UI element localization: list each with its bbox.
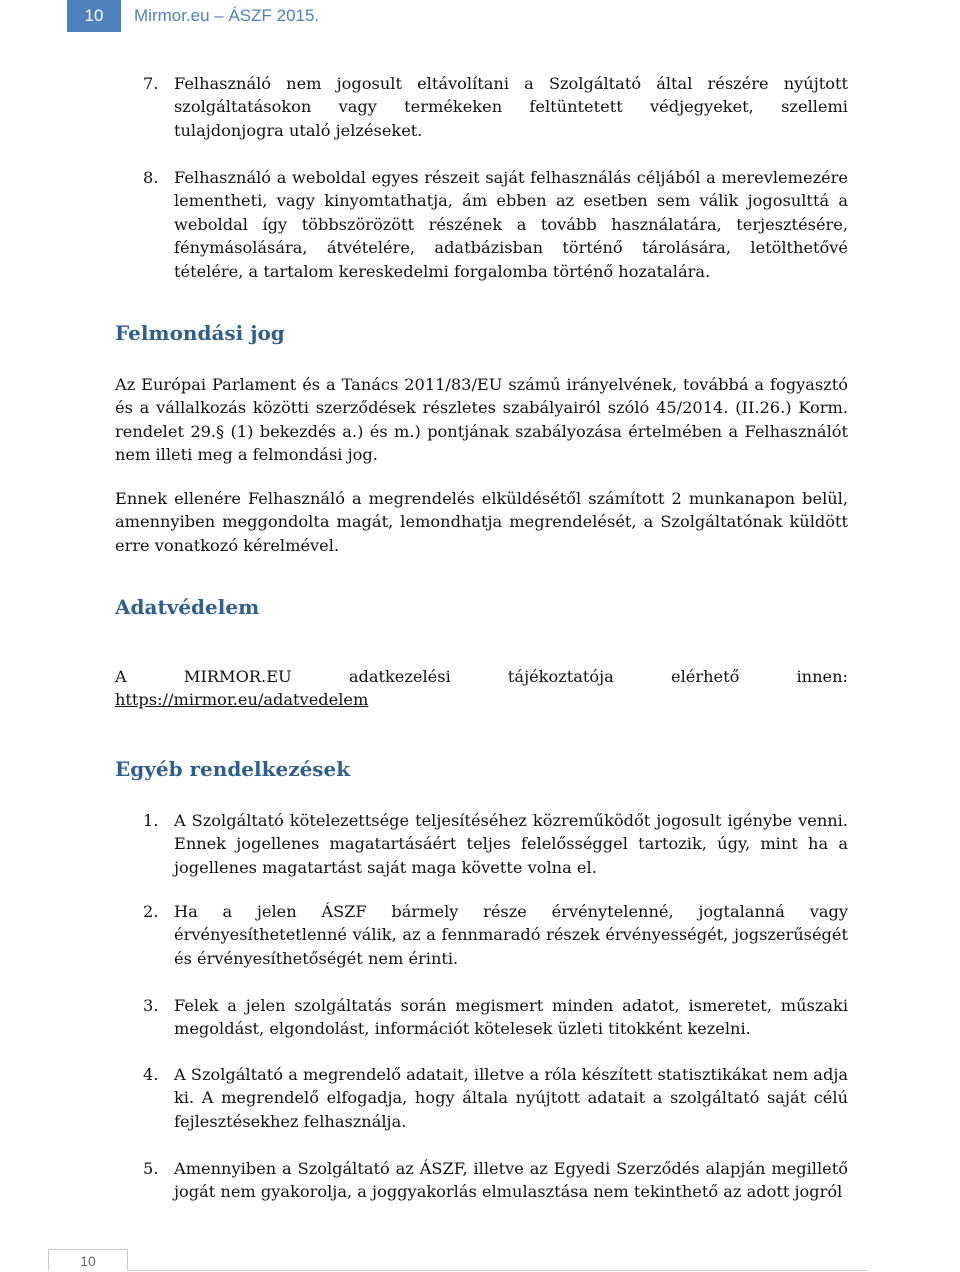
- list-item-text: Felhasználó nem jogosult eltávolítani a Szolgáltató által részére nyújtott szolgáltatásokon vagy termékeken feltüntetett védjegyeket, szellemi tulajdonjogra utaló jelzéseket.: [174, 74, 848, 140]
- list-item: [143, 1157, 848, 1204]
- footer-page-number: 10: [48, 1249, 128, 1271]
- list-item-number: 8.: [143, 168, 159, 187]
- list-item-number: 4.: [143, 1065, 159, 1084]
- page-header: [0, 0, 960, 32]
- section-heading-adatvedelem: Adatvédelem: [115, 595, 260, 619]
- list-item-text: A Szolgáltató a megrendelő adatait, illetve a róla készített statisztikákat nem adja ki. A megrendelő elfogadja, hogy általa nyújtott adatait a szolgáltató saját célú fejlesztésekhez felhasználja.: [174, 1065, 848, 1131]
- list-item: [143, 72, 848, 142]
- section-heading-felmondasi: Felmondási jog: [115, 321, 285, 345]
- adatvedelem-paragraph: [115, 665, 848, 712]
- list-item-number: 1.: [143, 811, 159, 830]
- list-item: [143, 1063, 848, 1133]
- list-item-text: Ha a jelen ÁSZF bármely része érvénytelenné, jogtalanná vagy érvényesíthetetlenné válik, az a fennmaradó részek érvényességét, jogszerűségét és érvényesíthetőségét nem érinti.: [174, 902, 848, 968]
- list-item-number: 5.: [143, 1159, 159, 1178]
- header-page-number: 10: [67, 0, 121, 32]
- list-item: [143, 994, 848, 1041]
- list-item: [143, 809, 848, 879]
- header-title: Mirmor.eu – ÁSZF 2015.: [134, 6, 320, 25]
- list-item-number: 7.: [143, 74, 159, 93]
- list-item: [143, 166, 848, 283]
- list-item-number: 3.: [143, 996, 159, 1015]
- section-heading-egyeb: Egyéb rendelkezések: [115, 757, 351, 781]
- list-item-text: A Szolgáltató kötelezettsége teljesítéséhez közreműködőt jogosult igénybe venni. Ennek jogellenes magatartásáért teljes felelősséggel tartozik, úgy, mint ha a jogellenes magatartást saját maga követte volna el.: [174, 811, 848, 877]
- adatvedelem-link[interactable]: https://mirmor.eu/adatvedelem: [115, 690, 369, 710]
- list-item: [143, 900, 848, 970]
- list-item-text: Felhasználó a weboldal egyes részeit saját felhasználás céljából a merevlemezére lementheti, vagy kinyomtathatja, ám ebben az esetben sem válik jogosulttá a weboldal így többszörözött részének a tovább használatára, terjesztésére, fénymásolására, átvételére, adatbázisban történő tárolására, letölthetővé tételére, a tartalom kereskedelmi forgalomba történő hozatalára.: [174, 168, 848, 281]
- list-item-number: 2.: [143, 902, 159, 921]
- paragraph: Ennek ellenére Felhasználó a megrendelés elküldésétől számított 2 munkanapon belül, amennyiben meggondolta magát, lemondhatja megrendelését, a Szolgáltatónak küldött erre vonatkozó kérelmével.: [115, 489, 848, 555]
- list-item-text: Felek a jelen szolgáltatás során megismert minden adatot, ismeretet, műszaki megoldást, elgondolást, információt kötelesek üzleti titokként kezelni.: [174, 996, 848, 1039]
- list-item-text: Amennyiben a Szolgáltató az ÁSZF, illetve az Egyedi Szerződés alapján megillető jogát nem gyakorolja, a joggyakorlás elmulasztása nem tekinthető az adott jogról: [174, 1159, 848, 1202]
- adatvedelem-text: A MIRMOR.EU adatkezelési tájékoztatója elérhető innen:: [115, 667, 848, 686]
- paragraph: Az Európai Parlament és a Tanács 2011/83/EU számú irányelvének, továbbá a fogyasztó és a vállalkozás közötti szerződések részletes szabályairól szóló 45/2014. (II.26.) Korm. rendelet 29.§ (1) bekezdés a.) és m.) pontjának szabályozása értelmében a Felhasználót nem illeti meg a felmondási jog.: [115, 375, 848, 465]
